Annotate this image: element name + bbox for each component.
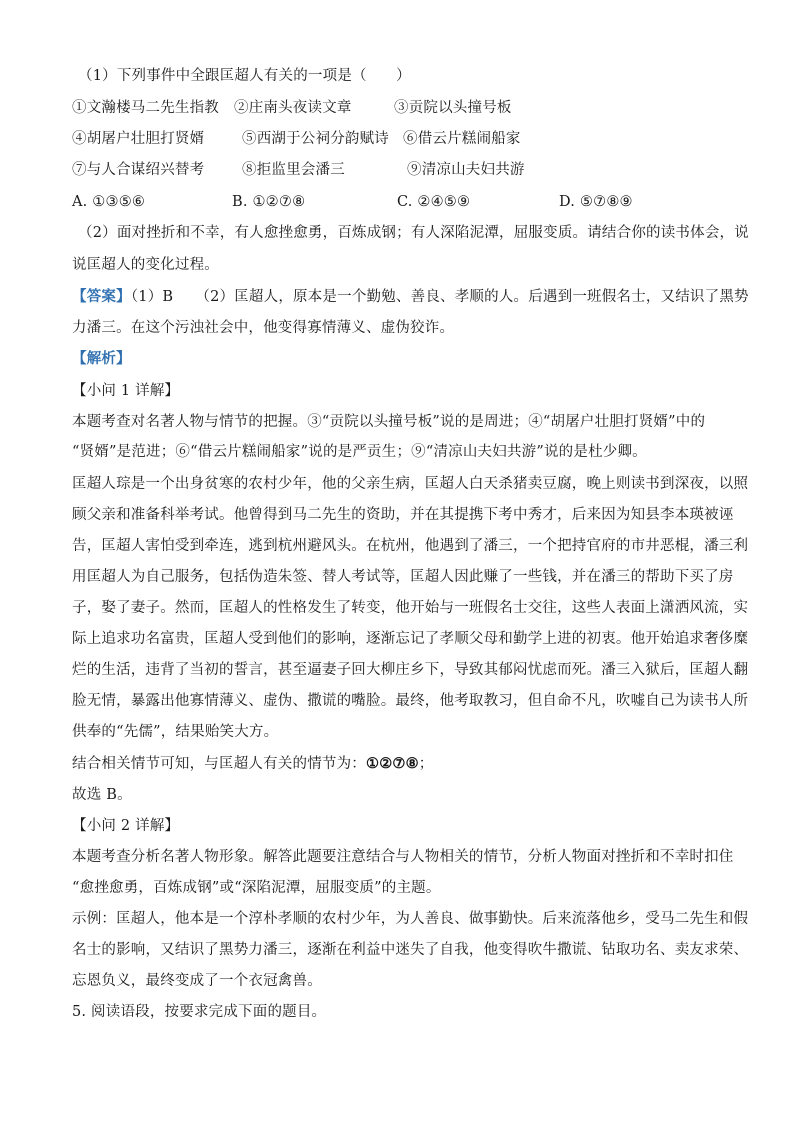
event-2: ②庄南头夜读文章 bbox=[234, 100, 352, 116]
sub1-conclusion-marks: ①②⑦⑧ bbox=[366, 755, 419, 772]
option-d: D. ⑤⑦⑧⑨ bbox=[559, 194, 633, 210]
sub1-line-4: 顾父亲和准备科举考试。他曾得到马二先生的资助，并在其提携下考中秀才，后来因为知县李本瑛被诬 bbox=[72, 507, 734, 523]
answer-label: 【答案】 bbox=[72, 288, 131, 305]
q1-options bbox=[72, 192, 752, 212]
event-1: ①文瀚楼马二先生指教 bbox=[72, 100, 219, 116]
event-9: ⑨清凉山夫妇共游 bbox=[407, 162, 525, 178]
sub1-line-9: 烂的生活，违背了当初的誓言，甚至逼妻子回大柳庄乡下，导致其郁闷忧虑而死。潘三入狱后，匡超人翻 bbox=[72, 662, 749, 678]
event-8: ⑧拒监里会潘三 bbox=[242, 162, 345, 178]
event-5: ⑤西湖于公祠分韵赋诗 bbox=[242, 131, 389, 147]
sub1-choice: 故选 B。 bbox=[72, 787, 132, 803]
event-7: ⑦与人合谋绍兴替考 bbox=[72, 162, 205, 178]
sub2-title: 【小问 2 详解】 bbox=[72, 818, 180, 834]
event-6: ⑥借云片糕闹船家 bbox=[403, 131, 521, 147]
sub1-line-5: 告，匡超人害怕受到牵连，逃到杭州避风头。在杭州，他遇到了潘三，一个把持官府的市井恶棍，潘三利 bbox=[72, 538, 749, 554]
sub2-line-4: 名士的影响，又结识了黑势力潘三，逐渐在利益中迷失了自我，他变得吹牛撒谎、钻取功名、卖友求荣、 bbox=[72, 942, 749, 958]
sub2-line-1: 本题考查分析名著人物形象。解答此题要注意结合与人物相关的情节，分析人物面对挫折和不幸时扣住 bbox=[72, 849, 734, 865]
option-b: B. ①②⑦⑧ bbox=[232, 194, 306, 210]
q1-events-row-2 bbox=[72, 129, 752, 149]
q2-line-2: 说匡超人的变化过程。 bbox=[72, 257, 219, 273]
sub1-title: 【小问 1 详解】 bbox=[72, 383, 180, 399]
sub1-conclusion bbox=[72, 754, 752, 774]
q2-line-1: （2）面对挫折和不幸，有人愈挫愈勇，百炼成钢；有人深陷泥潭，屈服变质。请结合你的读书体会，说 bbox=[78, 225, 749, 241]
answer-line-2: 力潘三。在这个污浊社会中，他变得寡情薄义、虚伪狡诈。 bbox=[72, 320, 455, 336]
sub1-line-1: 本题考查对名著人物与情节的把握。③“贡院以头撞号板”说的是周进；④“胡屠户壮胆打贤婿”中的 bbox=[72, 414, 706, 430]
q1-events-row-3 bbox=[72, 160, 752, 180]
sub2-line-2: “愈挫愈勇，百炼成钢”或“深陷泥潭，屈服变质”的主题。 bbox=[72, 880, 441, 896]
sub1-line-8: 际上追求功名富贵，匡超人受到他们的影响，逐渐忘记了孝顺父母和勤学上进的初衷。他开始追求奢侈糜 bbox=[72, 631, 749, 647]
answer-text-1: （1）B （2）匡超人，原本是一个勤勉、善良、孝顺的人。后遇到一班假名士，又结识了黑势 bbox=[130, 289, 749, 305]
sub1-line-11: 供奉的“先儒”，结果贻笑大方。 bbox=[72, 724, 279, 740]
option-a: A. ①③⑤⑥ bbox=[72, 194, 146, 210]
analysis-label-text: 【解析】 bbox=[72, 350, 131, 367]
event-4: ④胡屠户壮胆打贤婿 bbox=[72, 131, 205, 147]
sub1-line-2: “贤婿”是范进；⑥“借云片糕闹船家”说的是严贡生；⑨“清凉山夫妇共游”说的是杜少卿。 bbox=[72, 444, 647, 460]
answer-line-1 bbox=[72, 287, 752, 307]
q1-events-row-1 bbox=[72, 98, 752, 118]
sub1-conclusion-text: 结合相关情节可知，与匡超人有关的情节为： bbox=[72, 756, 366, 772]
event-3: ③贡院以头撞号板 bbox=[394, 100, 512, 116]
analysis-label bbox=[72, 349, 752, 369]
option-c: C. ②④⑤⑨ bbox=[397, 194, 471, 210]
sub2-line-3: 示例：匡超人，他本是一个淳朴孝顺的农村少年，为人善良、做事勤快。后来流落他乡，受马二先生和假 bbox=[72, 911, 749, 927]
sub1-line-3: 匡超人琮是一个出身贫寒的农村少年，他的父亲生病，匡超人白天杀猪卖豆腐，晚上则读书到深夜，以照 bbox=[72, 476, 749, 492]
sub1-line-10: 脸无情，暴露出他寡情薄义、虚伪、撒谎的嘴脸。最终，他考取教习，但自命不凡，吹嘘自己为读书人所 bbox=[72, 693, 749, 709]
sub1-conclusion-end: ； bbox=[418, 756, 434, 772]
q1-stem: （1）下列事件中全跟匡超人有关的一项是（ ） bbox=[78, 68, 411, 84]
next-question: 5. 阅读语段，按要求完成下面的题目。 bbox=[72, 1004, 327, 1020]
sub2-line-5: 忘恩负义，最终变成了一个衣冠禽兽。 bbox=[72, 973, 322, 989]
sub1-line-6: 用匡超人为自己服务，包括伪造朱签、替人考试等，匡超人因此赚了一些钱，并在潘三的帮助下买了房 bbox=[72, 569, 734, 585]
sub1-line-7: 子，娶了妻子。然而，匡超人的性格发生了转变，他开始与一班假名士交往，这些人表面上潇洒风流，实 bbox=[72, 600, 749, 616]
